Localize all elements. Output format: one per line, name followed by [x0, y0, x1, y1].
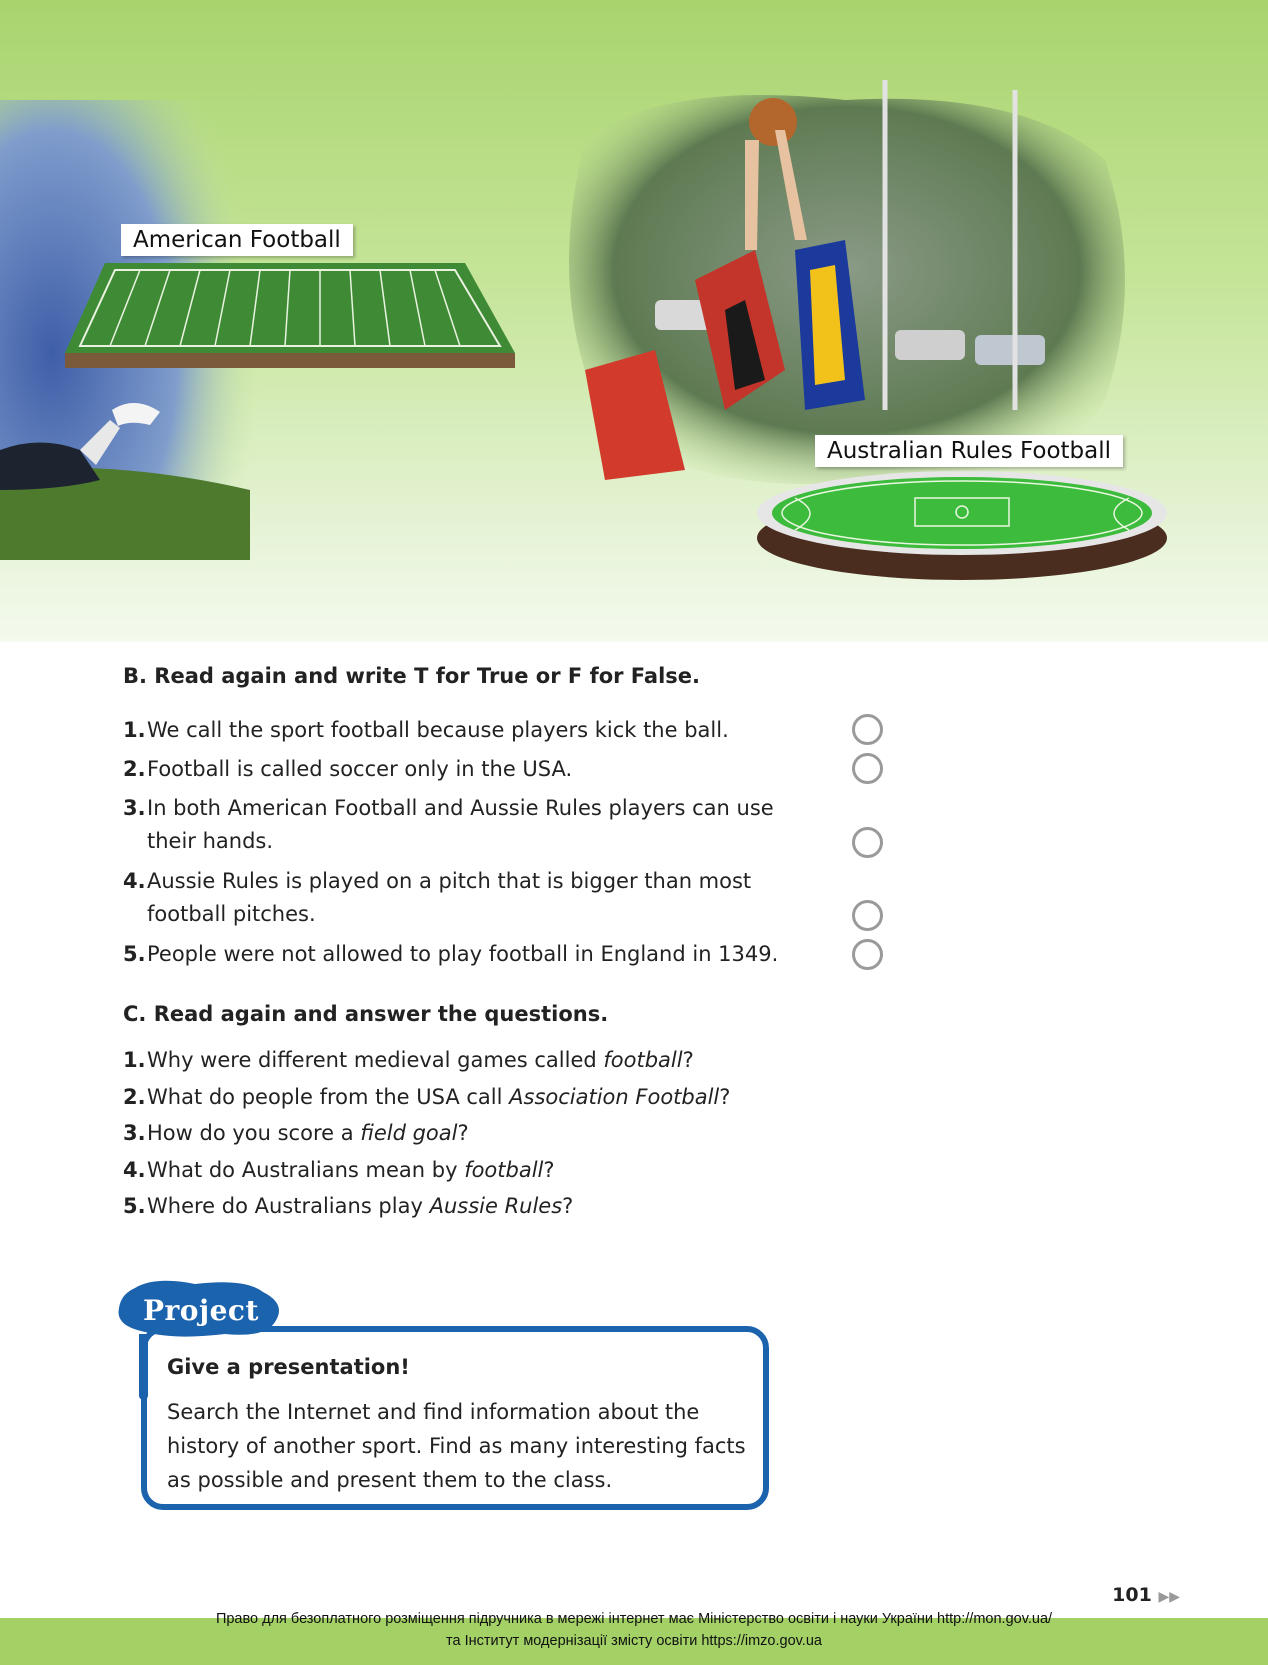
- item-italic: Aussie Rules: [429, 1194, 563, 1218]
- project-body-line: Search the Internet and find information about the: [167, 1400, 700, 1424]
- section-b-item: [123, 753, 803, 786]
- footer-line-1: Право для безоплатного розміщення підручника в мережі інтернет має Міністерство освіти і науки України http://mon.gov.ua/: [215, 1611, 1053, 1627]
- answer-circle-3[interactable]: [852, 827, 883, 858]
- page-number: [1112, 1584, 1180, 1606]
- section-c-item: [123, 1191, 573, 1221]
- item-text: How do you score a: [147, 1121, 361, 1145]
- item-text: We call the sport football because players kick the ball.: [147, 718, 729, 742]
- hero-illustration: [0, 0, 1268, 642]
- item-text: People were not allowed to play football in England in 1349.: [147, 942, 779, 966]
- item-number: 4.: [123, 1158, 146, 1182]
- item-number: 4.: [123, 869, 146, 893]
- project-tag-drip: [139, 1334, 148, 1400]
- item-number: 3.: [123, 796, 146, 820]
- section-b-item: [123, 792, 803, 858]
- item-text: Why were different medieval games called: [147, 1048, 604, 1072]
- item-text: Aussie Rules is played on a pitch that is bigger than most: [147, 869, 752, 893]
- answer-circle-5[interactable]: [852, 939, 883, 970]
- item-number: 2.: [123, 757, 146, 781]
- aussie-rules-oval-field-image: [755, 468, 1169, 588]
- item-text-end: ?: [562, 1194, 574, 1218]
- section-b: [123, 664, 883, 974]
- american-football-field-image: [60, 258, 522, 373]
- project-tag-label: Project: [143, 1294, 259, 1327]
- item-italic: Association Football: [509, 1085, 720, 1109]
- aussie-rules-label: Australian Rules Football: [815, 435, 1123, 467]
- item-text: What do Australians mean by: [147, 1158, 465, 1182]
- answer-circle-1[interactable]: [852, 714, 883, 745]
- item-italic: field goal: [360, 1121, 458, 1145]
- section-c: [123, 1002, 883, 1222]
- section-b-item: [123, 865, 803, 931]
- item-number: 5.: [123, 942, 146, 966]
- section-c-item: [123, 1045, 694, 1075]
- next-arrow-icon: ▶▶: [1158, 1589, 1180, 1605]
- answer-circle-2[interactable]: [852, 753, 883, 784]
- item-italic: football: [603, 1048, 683, 1072]
- item-text-end: ?: [457, 1121, 469, 1145]
- section-b-title: B. Read again and write T for True or F for False.: [123, 664, 700, 688]
- item-text-end: ?: [682, 1048, 694, 1072]
- page-number-text: 101: [1112, 1584, 1152, 1606]
- answer-circle-4[interactable]: [852, 900, 883, 931]
- item-text-continued: football pitches.: [147, 902, 316, 926]
- section-c-title: C. Read again and answer the questions.: [123, 1002, 609, 1026]
- section-c-item: [123, 1118, 469, 1148]
- item-text: Football is called soccer only in the USA.: [147, 757, 573, 781]
- item-italic: football: [464, 1158, 544, 1182]
- project-body: [167, 1395, 746, 1497]
- section-b-item: [123, 714, 803, 747]
- item-number: 1.: [123, 1048, 146, 1072]
- project-body-line: history of another sport. Find as many interesting facts: [167, 1434, 746, 1458]
- item-number: 5.: [123, 1194, 146, 1218]
- item-text-end: ?: [543, 1158, 555, 1182]
- item-text: Where do Australians play: [147, 1194, 430, 1218]
- item-number: 2.: [123, 1085, 146, 1109]
- project-body-line: as possible and present them to the class.: [167, 1468, 613, 1492]
- american-football-label: American Football: [121, 224, 353, 256]
- item-text-end: ?: [719, 1085, 731, 1109]
- section-c-item: [123, 1155, 555, 1185]
- section-b-item: [123, 938, 803, 971]
- section-c-item: [123, 1082, 730, 1112]
- item-number: 1.: [123, 718, 146, 742]
- item-text-continued: their hands.: [147, 829, 274, 853]
- item-text: What do people from the USA call: [147, 1085, 510, 1109]
- footer-line-2: та Інститут модернізації змісту освіти https://imzo.gov.ua: [446, 1633, 822, 1649]
- item-text: In both American Football and Aussie Rules players can use: [147, 796, 774, 820]
- item-number: 3.: [123, 1121, 146, 1145]
- project-heading: Give a presentation!: [167, 1355, 410, 1379]
